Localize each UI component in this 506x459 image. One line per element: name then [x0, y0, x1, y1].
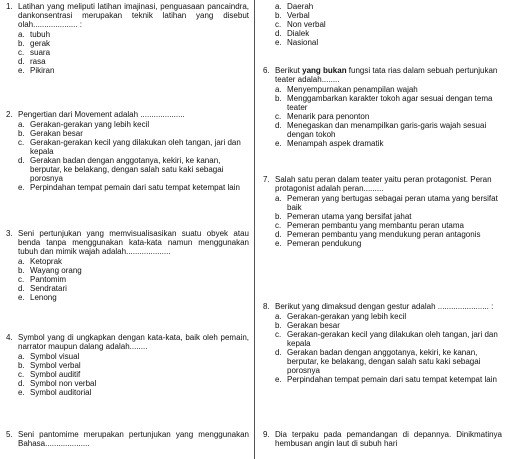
option-a[interactable]: a. Ketoprak: [18, 256, 63, 266]
option-b[interactable]: b. gerak: [18, 38, 51, 48]
question-stem: Berikut yang dimaksud dengan gestur adalah ....................... :: [275, 302, 494, 311]
option-list: [275, 313, 506, 385]
option-a[interactable]: a. Gerakan-gerakan yang lebih kecil: [275, 311, 407, 321]
option-b[interactable]: b. Verbal: [275, 10, 310, 20]
question-stem: Latihan yang meliputi latihan imajinasi, penguasaan pancaindra, dankonsentrasi merupakan teknik latihan yang disebut olah.................... :: [18, 2, 249, 29]
option-list: [18, 258, 253, 303]
question-stem: Dia terpaku pada pemandangan di depannya. Dinikmatinya hembusan angin laut di subuh hari: [275, 430, 502, 448]
option-list: [18, 121, 253, 193]
option-c[interactable]: c. Symbol auditif: [18, 369, 81, 379]
option-e[interactable]: e. Perpindahan tempat pemain dari satu tempat ketempat lain: [275, 374, 497, 384]
question-7: [257, 176, 506, 249]
option-d[interactable]: d. Dialek: [275, 28, 310, 38]
question-number: 4.: [6, 333, 13, 342]
option-c[interactable]: c. Non verbal: [275, 19, 326, 29]
option-c[interactable]: c. Menarik para penonton: [275, 111, 370, 121]
question-stem: Seni pertunjukan yang memvisualisasikan suatu obyek atau benda tanpa menggunakan kata-kata namun menggunakan tubuh dan mimik wajah adalah....................: [18, 229, 249, 256]
question-8: [257, 303, 506, 385]
question-stem: Seni pantomime merupakan pertunjukan yang menggunakan Bahasa....................: [18, 430, 249, 448]
question-number: 3.: [6, 229, 13, 238]
option-a[interactable]: a. Gerakan-gerakan yang lebih kecil: [18, 119, 150, 129]
question-stem: Salah satu peran dalam teater yaitu peran protagonist. Peran protagonist adalah peran.........: [275, 175, 492, 193]
question-4: [0, 334, 253, 398]
option-list: [275, 86, 506, 149]
question-number: 1.: [6, 2, 13, 11]
question-5-options: [257, 3, 506, 48]
question-stem: Berikut yang bukan fungsi tata rias dalam sebuah pertunjukan teater adalah........: [275, 66, 498, 84]
option-a[interactable]: a. Menyempurnakan penampilan wajah: [275, 84, 418, 94]
option-e[interactable]: e. Nasional: [275, 37, 319, 47]
option-d[interactable]: d. Gerakan badan dengan anggotanya, kekiri, ke kanan, berputar, ke belakang, dengan salah satu kaki sebagai porosnya: [275, 347, 481, 375]
option-e[interactable]: e. Menampah aspek dramatik: [275, 138, 384, 148]
option-b[interactable]: b. Pemeran utama yang bersifat jahat: [275, 211, 412, 221]
option-e[interactable]: e. Symbol auditorial: [18, 387, 92, 397]
question-1: [0, 3, 253, 76]
option-d[interactable]: d. Pemeran pembantu yang mendukung peran antagonis: [275, 229, 481, 239]
question-number: 2.: [6, 110, 13, 119]
question-number: 9.: [263, 430, 270, 439]
option-b[interactable]: b. Wayang orang: [18, 265, 82, 275]
question-number: 5.: [6, 430, 13, 439]
option-c[interactable]: c. Pemeran pembantu yang membantu peran utama: [275, 220, 464, 230]
option-c[interactable]: c. Gerakan-gerakan kecil yang dilakukan oleh tangan, jari dan kepala: [275, 329, 498, 348]
question-6: [257, 67, 506, 149]
question-2: [0, 111, 253, 193]
option-b[interactable]: b. Symbol verbal: [18, 360, 81, 370]
question-9: [257, 431, 506, 449]
question-number: 7.: [263, 175, 270, 184]
option-c[interactable]: c. suara: [18, 47, 51, 57]
option-list: [275, 3, 506, 48]
option-e[interactable]: e. Perpindahan tempat pemain dari satu tempat ketempat lain: [18, 182, 240, 192]
emphasis-text: yang bukan: [302, 66, 347, 75]
option-d[interactable]: d. Sendratari: [18, 283, 67, 293]
option-d[interactable]: d. Symbol non verbal: [18, 378, 97, 388]
question-number: 8.: [263, 302, 270, 311]
option-e[interactable]: e. Pemeran pendukung: [275, 238, 362, 248]
option-d[interactable]: d. rasa: [18, 56, 46, 66]
option-c[interactable]: c. Gerakan-gerakan kecil yang dilakukan oleh tangan, jari dan kepala: [18, 137, 241, 156]
option-list: [18, 31, 253, 76]
question-stem: Pengertian dari Movement adalah ....................: [18, 110, 185, 119]
option-a[interactable]: a. Pemeran yang bertugas sebagai peran utama yang bersifat baik: [275, 193, 498, 212]
option-e[interactable]: e. Pikiran: [18, 65, 55, 75]
option-d[interactable]: d. Gerakan badan dengan anggotanya, kekiri, ke kanan, berputar, ke belakang, dengan salah satu kaki sebagai porosnya: [18, 155, 224, 183]
option-d[interactable]: d. Menegaskan dan menampilkan garis-garis wajah sesuai dengan tokoh: [275, 120, 487, 139]
option-c[interactable]: c. Pantomim: [18, 274, 67, 284]
column-divider: [254, 0, 255, 459]
option-b[interactable]: b. Gerakan besar: [275, 320, 340, 330]
option-b[interactable]: b. Gerakan besar: [18, 128, 83, 138]
option-a[interactable]: a. Symbol visual: [18, 351, 80, 361]
option-e[interactable]: e. Lenong: [18, 292, 57, 302]
option-a[interactable]: a. tubuh: [18, 29, 51, 39]
question-3: [0, 230, 253, 303]
question-stem: Symbol yang di ungkapkan dengan kata-kata, baik oleh pemain, narrator maupun dalang adalah........: [18, 333, 249, 351]
option-list: [18, 353, 253, 398]
question-5: [0, 431, 253, 449]
question-number: 6.: [263, 66, 270, 75]
option-a[interactable]: a. Daerah: [275, 2, 314, 11]
option-b[interactable]: b. Menggambarkan karakter tokoh agar sesuai dengan tema teater: [275, 93, 493, 112]
option-list: [275, 195, 506, 249]
